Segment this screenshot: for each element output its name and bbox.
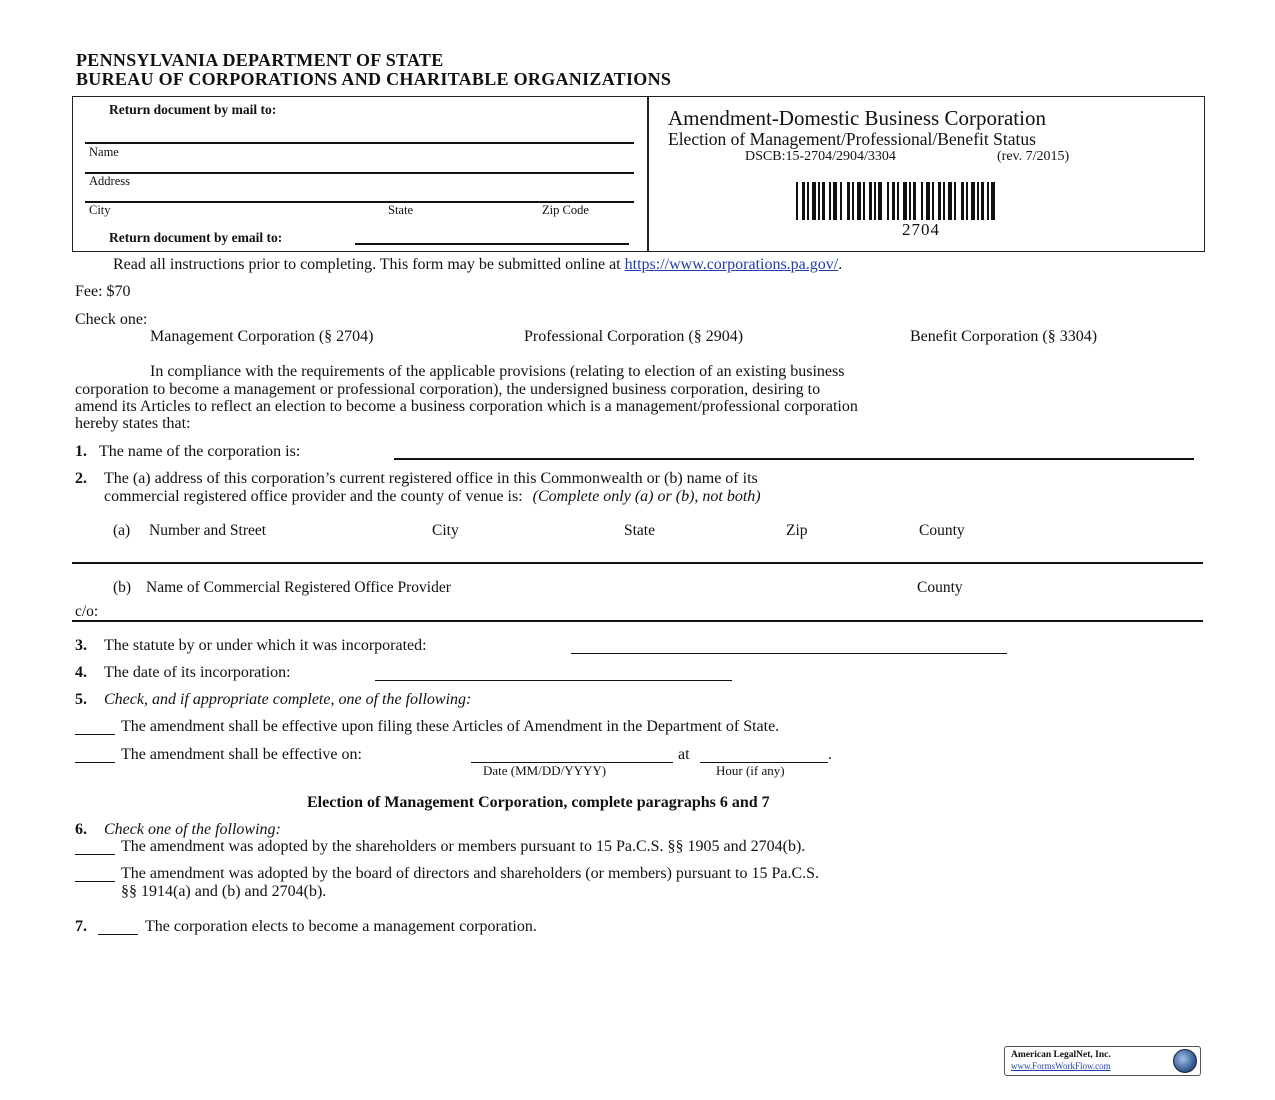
return-box xyxy=(72,96,649,252)
zip-label: Zip Code xyxy=(542,203,589,217)
fee: Fee: $70 xyxy=(75,283,131,300)
barcode xyxy=(796,182,1056,220)
effective-on-checkbox[interactable] xyxy=(75,762,115,763)
compliance-line-4: hereby states that: xyxy=(75,415,191,432)
item-5-number: 5. xyxy=(75,691,87,708)
email-label: Return document by email to: xyxy=(109,230,283,245)
item-6-text: Check one of the following: xyxy=(104,821,281,838)
provider-label: Name of Commercial Registered Office Provider xyxy=(146,579,451,596)
adopted-shareholders: The amendment was adopted by the shareholders or members pursuant to 15 Pa.C.S. §§ 1905 and 2704(b). xyxy=(121,838,806,855)
email-line[interactable] xyxy=(355,243,629,245)
logo-url[interactable]: www.FormsWorkFlow.com xyxy=(1011,1061,1111,1071)
city-label: City xyxy=(89,203,111,217)
option-b-label: (b) xyxy=(113,579,132,596)
logo-name: American LegalNet, Inc. xyxy=(1011,1050,1111,1060)
mail-line-1[interactable] xyxy=(85,142,634,144)
col-county: County xyxy=(919,522,965,539)
statute-field[interactable] xyxy=(571,653,1007,654)
item-7-text: The corporation elects to become a management corporation. xyxy=(145,918,537,935)
co-label: c/o: xyxy=(75,603,99,620)
legalnet-logo[interactable] xyxy=(1004,1046,1201,1076)
check-one-label: Check one: xyxy=(75,311,148,328)
form-revision: (rev. 7/2015) xyxy=(997,149,1070,164)
col-number-street: Number and Street xyxy=(149,522,267,539)
barcode-number: 2704 xyxy=(902,220,940,239)
header-line-1: PENNSYLVANIA DEPARTMENT OF STATE xyxy=(76,50,444,70)
item-6-number: 6. xyxy=(75,821,87,838)
item-4-number: 4. xyxy=(75,664,87,681)
election-heading: Election of Management Corporation, complete paragraphs 6 and 7 xyxy=(307,794,770,811)
date-caption: Date (MM/DD/YYYY) xyxy=(483,763,607,778)
col-zip: Zip xyxy=(786,522,808,539)
effective-upon-filing: The amendment shall be effective upon filing these Articles of Amendment in the Department of State. xyxy=(121,718,780,735)
name-line[interactable] xyxy=(85,172,634,174)
management-election-checkbox[interactable] xyxy=(98,934,138,935)
item-5-text: Check, and if appropriate complete, one of the following: xyxy=(104,691,472,708)
item-1-text: The name of the corporation is: xyxy=(99,443,301,460)
form-title: Amendment-Domestic Business Corporation xyxy=(668,106,1046,130)
compliance-line-2: corporation to become a management or professional corporation), the undersigned business corporation, desiring to xyxy=(75,381,821,398)
globe-icon xyxy=(1173,1049,1197,1073)
provider-field[interactable] xyxy=(72,620,1203,622)
compliance-line-1: In compliance with the requirements of the applicable provisions (relating to election of an existing business xyxy=(150,363,845,380)
state-label: State xyxy=(388,203,413,217)
item-2-line-1: The (a) address of this corporation’s current registered office in this Commonwealth or (b) name of its xyxy=(104,470,758,487)
adopted-board-line-2: §§ 1914(a) and (b) and 2704(b). xyxy=(121,883,327,900)
incorporation-date-field[interactable] xyxy=(375,680,732,681)
col-state: State xyxy=(624,522,655,539)
option-a-label: (a) xyxy=(113,522,131,539)
corporation-name-field[interactable] xyxy=(394,458,1194,460)
corporations-link[interactable]: https://www.corporations.pa.gov/ xyxy=(624,256,839,273)
effective-upon-filing-checkbox[interactable] xyxy=(75,734,115,735)
item-3-text: The statute by or under which it was incorporated: xyxy=(104,637,427,654)
adopted-board-line-1: The amendment was adopted by the board of directors and shareholders (or members) pursuant to 15 Pa.C.S. xyxy=(121,865,820,882)
option-management[interactable]: Management Corporation (§ 2704) xyxy=(150,328,374,345)
effective-period: . xyxy=(828,746,832,763)
provider-county-label: County xyxy=(917,579,963,596)
adopted-shareholders-checkbox[interactable] xyxy=(75,854,115,855)
option-benefit[interactable]: Benefit Corporation (§ 3304) xyxy=(910,328,1098,345)
instructions xyxy=(113,256,842,274)
address-a-field[interactable] xyxy=(72,562,1203,564)
effective-on: The amendment shall be effective on: xyxy=(121,746,362,763)
hour-caption: Hour (if any) xyxy=(716,763,785,778)
instructions-text: Read all instructions prior to completing. This form may be submitted online at xyxy=(113,256,621,273)
form-subtitle: Election of Management/Professional/Benefit Status xyxy=(668,129,1036,149)
item-1-number: 1. xyxy=(75,443,87,460)
compliance-line-3: amend its Articles to reflect an election to become a business corporation which is a management/professional corporation xyxy=(75,398,858,415)
name-label: Name xyxy=(89,145,119,159)
col-city: City xyxy=(432,522,459,539)
item-3-number: 3. xyxy=(75,637,87,654)
address-label: Address xyxy=(89,174,130,188)
mail-label: Return document by mail to: xyxy=(109,102,277,117)
adopted-board-checkbox[interactable] xyxy=(75,881,115,882)
item-2-line-2-text: commercial registered office provider and the county of venue is: xyxy=(104,488,523,505)
item-7-number: 7. xyxy=(75,918,87,935)
instructions-period: . xyxy=(838,256,843,273)
header-line-2: BUREAU OF CORPORATIONS AND CHARITABLE ORGANIZATIONS xyxy=(76,69,672,89)
form-code: DSCB:15-2704/2904/3304 xyxy=(745,149,896,164)
item-2-line-2 xyxy=(104,488,761,506)
item-2-number: 2. xyxy=(75,470,87,487)
at-label: at xyxy=(678,746,690,763)
item-4-text: The date of its incorporation: xyxy=(104,664,291,681)
item-2-note: (Complete only (a) or (b), not both) xyxy=(532,488,761,505)
option-professional[interactable]: Professional Corporation (§ 2904) xyxy=(524,328,744,345)
